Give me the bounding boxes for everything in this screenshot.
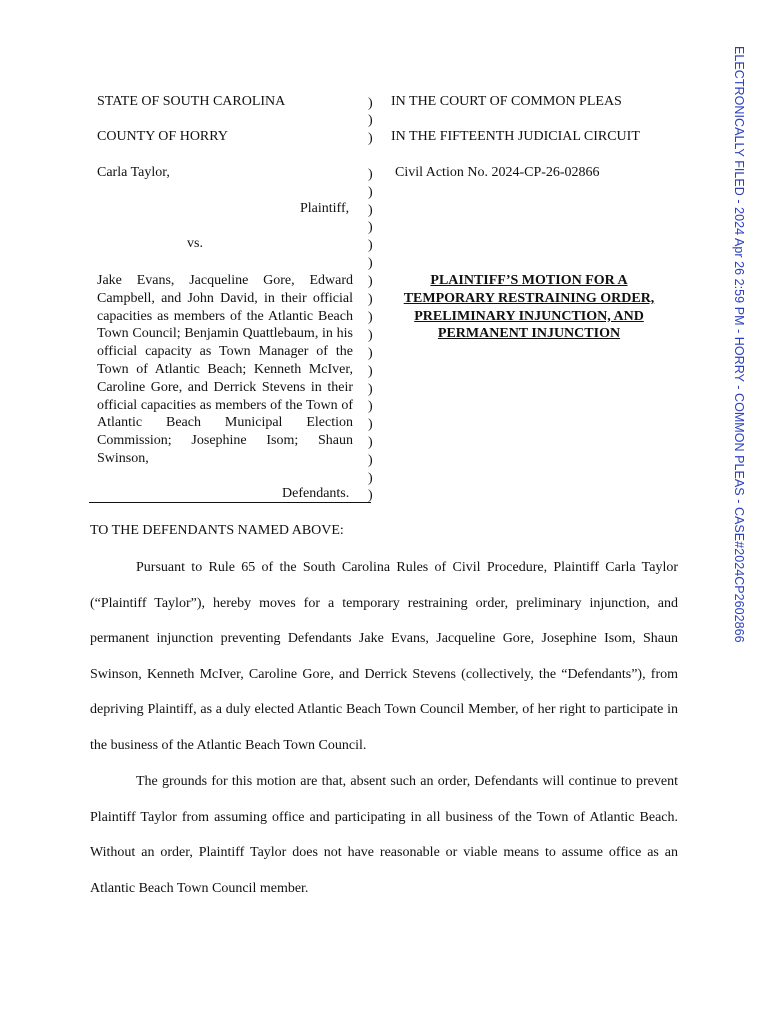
paren: ): [368, 203, 373, 218]
civil-action-number: Civil Action No. 2024-CP-26-02866: [395, 165, 600, 180]
paren: ): [368, 113, 373, 128]
caption-county: COUNTY OF HORRY: [97, 129, 228, 144]
paren: ): [368, 274, 373, 289]
paren: ): [368, 96, 373, 111]
paren: ): [368, 488, 373, 503]
paren: ): [368, 167, 373, 182]
paren: ): [368, 453, 373, 468]
paren: ): [368, 364, 373, 379]
caption-court: IN THE COURT OF COMMON PLEAS: [391, 94, 622, 109]
caption-state: STATE OF SOUTH CAROLINA: [97, 94, 286, 109]
caption-divider: [89, 502, 371, 503]
electronic-filing-stamp: ELECTRONICALLY FILED - 2024 Apr 26 2:59 PM - HORRY - COMMON PLEAS - CASE#2024CP2602866: [732, 46, 746, 643]
paren: ): [368, 185, 373, 200]
paren: ): [368, 435, 373, 450]
caption-vs: vs.: [187, 236, 203, 251]
caption-defendants-label: Defendants.: [282, 486, 350, 501]
paren: ): [368, 346, 373, 361]
paren: ): [368, 131, 373, 146]
motion-title-text: PLAINTIFF’S MOTION FOR A TEMPORARY RESTRAINING ORDER, PRELIMINARY INJUNCTION, AND PERMANENT INJUNCTION: [403, 273, 655, 342]
paren: ): [368, 292, 373, 307]
paren: ): [368, 220, 373, 235]
body-paragraph-2: The grounds for this motion are that, absent such an order, Defendants will continue to prevent Plaintiff Taylor from assuming office and participating in all business of the Town of Atlantic Beach. Without an order, Plaintiff Taylor does not have reasonable or viable means to assume office as an Atlantic Beach Town Council member.: [90, 774, 678, 896]
paren: ): [368, 382, 373, 397]
caption-plaintiff-name: Carla Taylor,: [97, 165, 170, 180]
paren: ): [368, 310, 373, 325]
caption-defendants-list: Jake Evans, Jacqueline Gore, Edward Campbell, and John David, in their official capacities as members of the Atlantic Beach Town Council; Benjamin Quattlebaum, in his official capacity as Town Manager of the Town of Atlantic Beach; Kenneth McIver, Caroline Gore, and Derrick Stevens in their official capacities as members of the Town of Atlantic Beach Municipal Election Commission; Josephine Isom; Shaun Swinson,: [97, 273, 353, 466]
paren: ): [368, 471, 373, 486]
caption-circuit: IN THE FIFTEENTH JUDICIAL CIRCUIT: [391, 129, 640, 144]
paren: ): [368, 399, 373, 414]
caption-plaintiff-label: Plaintiff,: [300, 201, 350, 216]
paren: ): [368, 238, 373, 253]
paren: ): [368, 256, 373, 271]
paren: ): [368, 328, 373, 343]
motion-title: [403, 272, 655, 343]
body-paragraph-1: Pursuant to Rule 65 of the South Carolina Rules of Civil Procedure, Plaintiff Carla Taylor (“Plaintiff Taylor”), hereby moves for a temporary restraining order, preliminary injunction, and permanent injunction preventing Defendants Jake Evans, Jacqueline Gore, Josephine Isom, Shaun Swinson, Kenneth McIver, Caroline Gore, and Derrick Stevens (collectively, the “Defendants”), from depriving Plaintiff, as a duly elected Atlantic Beach Town Council Member, of her right to participate in the business of the Atlantic Beach Town Council.: [90, 560, 678, 753]
salutation: TO THE DEFENDANTS NAMED ABOVE:: [90, 523, 344, 538]
paren: ): [368, 417, 373, 432]
